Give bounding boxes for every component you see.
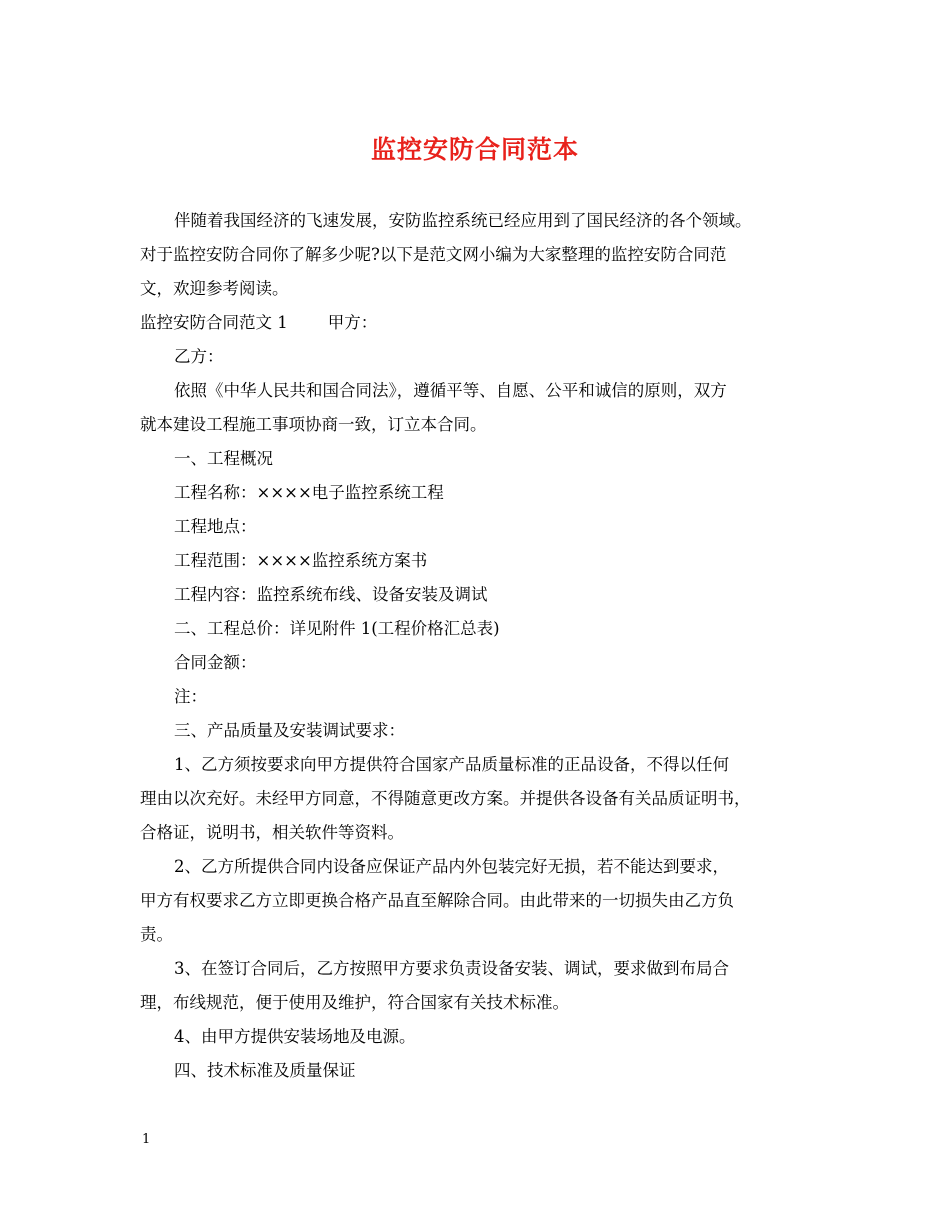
item-4: 4、由甲方提供安装场地及电源。 [174, 1027, 416, 1046]
section-1-heading: 一、工程概况 [174, 449, 273, 468]
project-name: 工程名称：××××电子监控系统工程 [174, 483, 444, 502]
intro-line-1: 伴随着我国经济的飞速发展，安防监控系统已经应用到了国民经济的各个领域。 [174, 211, 752, 230]
section-3-heading: 三、产品质量及安装调试要求： [174, 721, 405, 740]
sample-label: 监控安防合同范文 1 [140, 313, 288, 332]
note-label: 注： [174, 687, 207, 706]
sample-heading-line [140, 306, 830, 340]
item-3-line-1: 3、在签订合同后，乙方按照甲方要求负责设备安装、调试，要求做到布局合 [174, 959, 729, 978]
contract-amount: 合同金额： [174, 653, 257, 672]
document-body [140, 204, 830, 1088]
basis-line-1: 依照《中华人民共和国合同法》，遵循平等、自愿、公平和诚信的原则，双方 [174, 381, 727, 400]
item-3-line-2: 理，布线规范，便于使用及维护，符合国家有关技术标准。 [140, 993, 569, 1012]
project-scope: 工程范围：××××监控系统方案书 [174, 551, 428, 570]
party-a-label: 甲方： [327, 313, 378, 332]
section-2-heading: 二、工程总价：详见附件 1(工程价格汇总表) [174, 619, 500, 638]
item-1-line-1: 1、乙方须按要求向甲方提供符合国家产品质量标准的正品设备，不得以任何 [174, 755, 729, 774]
item-1-line-3: 合格证，说明书，相关软件等资料。 [140, 823, 404, 842]
item-2-line-1: 2、乙方所提供合同内设备应保证产品内外包装完好无损，若不能达到要求， [174, 857, 729, 876]
item-2-line-2: 甲方有权要求乙方立即更换合格产品直至解除合同。由此带来的一切损失由乙方负 [140, 891, 734, 910]
party-b-label: 乙方： [174, 347, 224, 366]
document-title: 监控安防合同范本 [370, 135, 579, 164]
project-content: 工程内容：监控系统布线、设备安装及调试 [174, 585, 488, 604]
project-site: 工程地点： [174, 517, 257, 536]
basis-line-2: 就本建设工程施工事项协商一致，订立本合同。 [140, 415, 487, 434]
page-number: 1 [142, 1132, 151, 1147]
item-2-line-3: 责。 [140, 925, 173, 944]
item-1-line-2: 理由以次充好。未经甲方同意，不得随意更改方案。并提供各设备有关品质证明书， [140, 789, 751, 808]
intro-line-3: 文，欢迎参考阅读。 [140, 279, 289, 298]
section-4-heading: 四、技术标准及质量保证 [174, 1061, 356, 1080]
intro-line-2: 对于监控安防合同你了解多少呢?以下是范文网小编为大家整理的监控安防合同范 [140, 245, 727, 264]
